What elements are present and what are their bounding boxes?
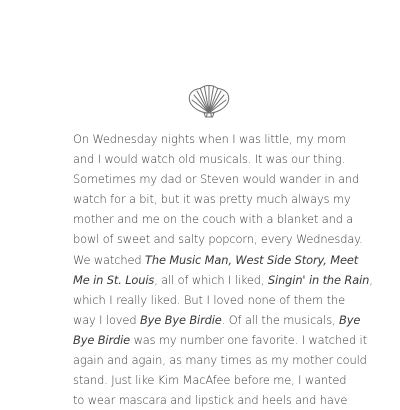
text-line bbox=[73, 250, 359, 270]
text-segment: . Of all the musicals, bbox=[221, 312, 340, 327]
title-italic: Bye Bye Birdie bbox=[139, 312, 222, 327]
text-segment: On Wednesday nights when I was little, my mom bbox=[73, 132, 346, 146]
text-segment: , all of which I liked, bbox=[154, 272, 268, 287]
text-segment: again and again, as many times as my mother could bbox=[73, 353, 367, 368]
text-segment: watch for a bit, but it was pretty much always my bbox=[73, 192, 351, 207]
text-line bbox=[73, 189, 351, 209]
text-line bbox=[73, 129, 345, 149]
text-line bbox=[73, 350, 367, 370]
text-segment: to wear mascara and lipstick and heels and have bbox=[73, 393, 348, 408]
text-line bbox=[73, 390, 348, 410]
text-segment: Sometimes my dad or Steven would wander in and bbox=[73, 172, 360, 187]
text-segment: which I really liked. But I loved none of them the bbox=[73, 292, 345, 307]
text-line bbox=[73, 229, 363, 249]
text-line bbox=[73, 149, 345, 169]
text-segment: way I loved bbox=[73, 312, 140, 327]
title-italic: Me in St. Louis bbox=[73, 272, 155, 287]
title-italic: Singin' in the Rain bbox=[267, 272, 370, 287]
title-italic: Bye bbox=[339, 312, 361, 327]
text-segment: bowl of sweet and salty popcorn, every Wednesday. bbox=[73, 232, 363, 247]
body-paragraph bbox=[73, 129, 373, 410]
title-italic: Bye Birdie bbox=[73, 332, 131, 347]
text-segment: and I would watch old musicals. It was our thing. bbox=[73, 152, 345, 167]
text-segment: was my number one favorite. I watched it bbox=[130, 332, 367, 347]
text-line bbox=[73, 370, 345, 390]
text-line bbox=[73, 169, 360, 189]
text-line bbox=[73, 209, 354, 229]
scallop-shell-icon bbox=[185, 83, 233, 119]
text-segment: stand. Just like Kim MacAfee before me, I wanted bbox=[73, 373, 347, 388]
text-segment: We watched bbox=[73, 252, 146, 267]
text-segment: , bbox=[369, 272, 373, 287]
text-line bbox=[73, 330, 367, 350]
text-line bbox=[73, 270, 373, 290]
title-italic: The Music Man, West Side Story, Meet bbox=[145, 252, 359, 267]
text-line bbox=[73, 290, 345, 310]
text-line bbox=[73, 310, 361, 330]
text-segment: mother and me on the couch with a blanket and a bbox=[73, 212, 354, 227]
